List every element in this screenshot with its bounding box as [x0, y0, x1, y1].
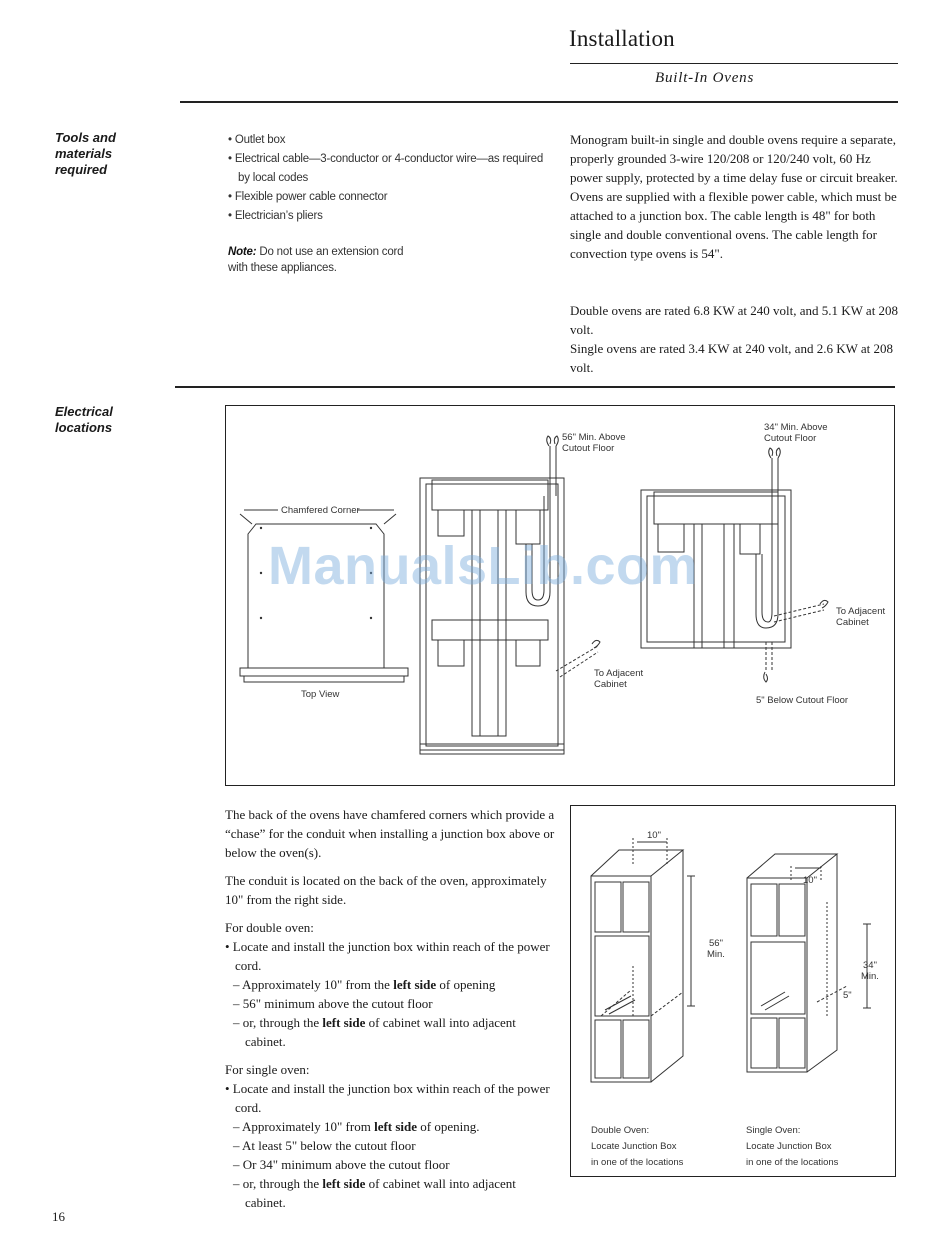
junction-box-instructions	[225, 805, 555, 1212]
label-double-adjacent-1: To Adjacent	[594, 668, 644, 679]
label-double-10: 10"	[647, 830, 661, 841]
single-oven-sub-2: – At least 5" below the cutout floor	[233, 1138, 416, 1153]
caption-double-2: Locate Junction Box	[591, 1141, 677, 1152]
label-single-above-2: Cutout Floor	[764, 433, 817, 444]
label-single-10: 10"	[803, 875, 817, 886]
cabinet-dimensions-figure	[570, 805, 896, 1177]
page-title: Installation	[569, 26, 675, 51]
rating-paragraph: Double ovens are rated 6.8 KW at 240 volt, and 5.1 KW at 208 volt. Single ovens are rated 3.4 KW at 240 volt, and 2.6 KW at 208 volt.	[570, 303, 899, 375]
header-divider	[180, 101, 898, 103]
note-label: Note:	[228, 246, 257, 258]
label-single-adjacent-1: To Adjacent	[836, 606, 886, 617]
double-oven-cabinet	[420, 446, 564, 754]
caption-single-3: in one of the locations	[746, 1157, 839, 1168]
caption-double-3: in one of the locations	[591, 1157, 684, 1168]
top-view-base-lip	[244, 676, 404, 682]
list-item: • Electrical cable—3-conductor or 4-conductor wire—as required by local codes	[228, 153, 544, 184]
double-oven-sub-1: – Approximately 10" from the left side of opening	[233, 977, 496, 992]
top-view-base	[240, 668, 408, 676]
note-text: Do not use an extension cord with these appliances.	[228, 246, 404, 274]
single-oven-bullet: • Locate and install the junction box within reach of the power cord.	[225, 1081, 550, 1115]
double-oven-cabinet-sketch	[591, 838, 695, 1082]
double-oven-heading: For double oven:	[225, 920, 314, 935]
chamfer-arrow-right	[384, 514, 396, 524]
caption-double-1: Double Oven:	[591, 1125, 650, 1136]
page-number: 16	[52, 1209, 65, 1224]
single-oven-cabinet-sketch	[747, 854, 871, 1072]
electrical-locations-diagram	[226, 406, 894, 785]
caption-single-2: Locate Junction Box	[746, 1141, 832, 1152]
label-double-adjacent-2: Cabinet	[594, 679, 627, 690]
top-view-outline	[248, 524, 384, 668]
single-oven-sub-1: – Approximately 10" from left side of opening.	[233, 1119, 480, 1134]
tools-list	[228, 131, 553, 226]
tools-heading: Tools and materials required	[55, 130, 116, 177]
label-double-above-1: 56" Min. Above	[562, 432, 626, 443]
list-item: • Electrician’s pliers	[228, 210, 323, 222]
electrical-locations-figure	[225, 405, 895, 786]
title-divider	[570, 63, 898, 64]
single-oven-sub-4: – or, through the left side of cabinet wall into adjacent cabinet.	[233, 1176, 516, 1210]
label-single-34-a: 34"	[863, 960, 877, 971]
label-top-view: Top View	[301, 689, 340, 700]
label-chamfered-corner: Chamfered Corner	[281, 505, 360, 516]
power-requirements-paragraph: Monogram built-in single and double ovens require a separate, properly grounded 3-wire 120/208 or 120/240 volt, 60 Hz power supply, protected by a time delay fuse or circuit breaker. Ovens are supplied with a flexible power cable, which must be attached to a junction box. The cable length is 48" for both single and double conventional ovens. The cable length for convection type ovens is 54".	[570, 132, 898, 261]
electrical-heading: Electrical locations	[55, 404, 113, 435]
label-double-56-b: Min.	[707, 949, 725, 960]
list-item: • Flexible power cable connector	[228, 191, 388, 203]
single-oven-sub-3: – Or 34" minimum above the cutout floor	[233, 1157, 450, 1172]
section-divider	[175, 386, 895, 388]
single-oven-cabinet	[641, 458, 791, 648]
conduit-paragraph: The conduit is located on the back of the oven, approximately 10" from the right side.	[225, 873, 547, 907]
double-oven-sub-2: – 56" minimum above the cutout floor	[233, 996, 433, 1011]
label-double-above-2: Cutout Floor	[562, 443, 615, 454]
label-single-adjacent-2: Cabinet	[836, 617, 869, 628]
chamfer-arrow-left	[240, 514, 252, 524]
double-oven-sub-3: – or, through the left side of cabinet wall into adjacent cabinet.	[233, 1015, 516, 1049]
caption-single-1: Single Oven:	[746, 1125, 801, 1136]
single-oven-heading: For single oven:	[225, 1062, 310, 1077]
label-single-5: 5"	[843, 990, 852, 1001]
list-item: • Outlet box	[228, 134, 286, 146]
label-single-34-b: Min.	[861, 971, 879, 982]
label-double-56-a: 56"	[709, 938, 723, 949]
page-subtitle: Built-In Ovens	[655, 70, 755, 86]
double-oven-bullet: • Locate and install the junction box within reach of the power cord.	[225, 939, 550, 973]
cabinet-dimensions-diagram	[571, 806, 895, 1176]
watermark: ManualsLib.com	[268, 536, 699, 596]
chase-paragraph: The back of the ovens have chamfered corners which provide a “chase” for the conduit when installing a junction box above or below the oven(s).	[225, 807, 555, 860]
label-single-below: 5" Below Cutout Floor	[756, 695, 849, 706]
tools-note	[228, 244, 408, 276]
label-single-above-1: 34" Min. Above	[764, 422, 828, 433]
